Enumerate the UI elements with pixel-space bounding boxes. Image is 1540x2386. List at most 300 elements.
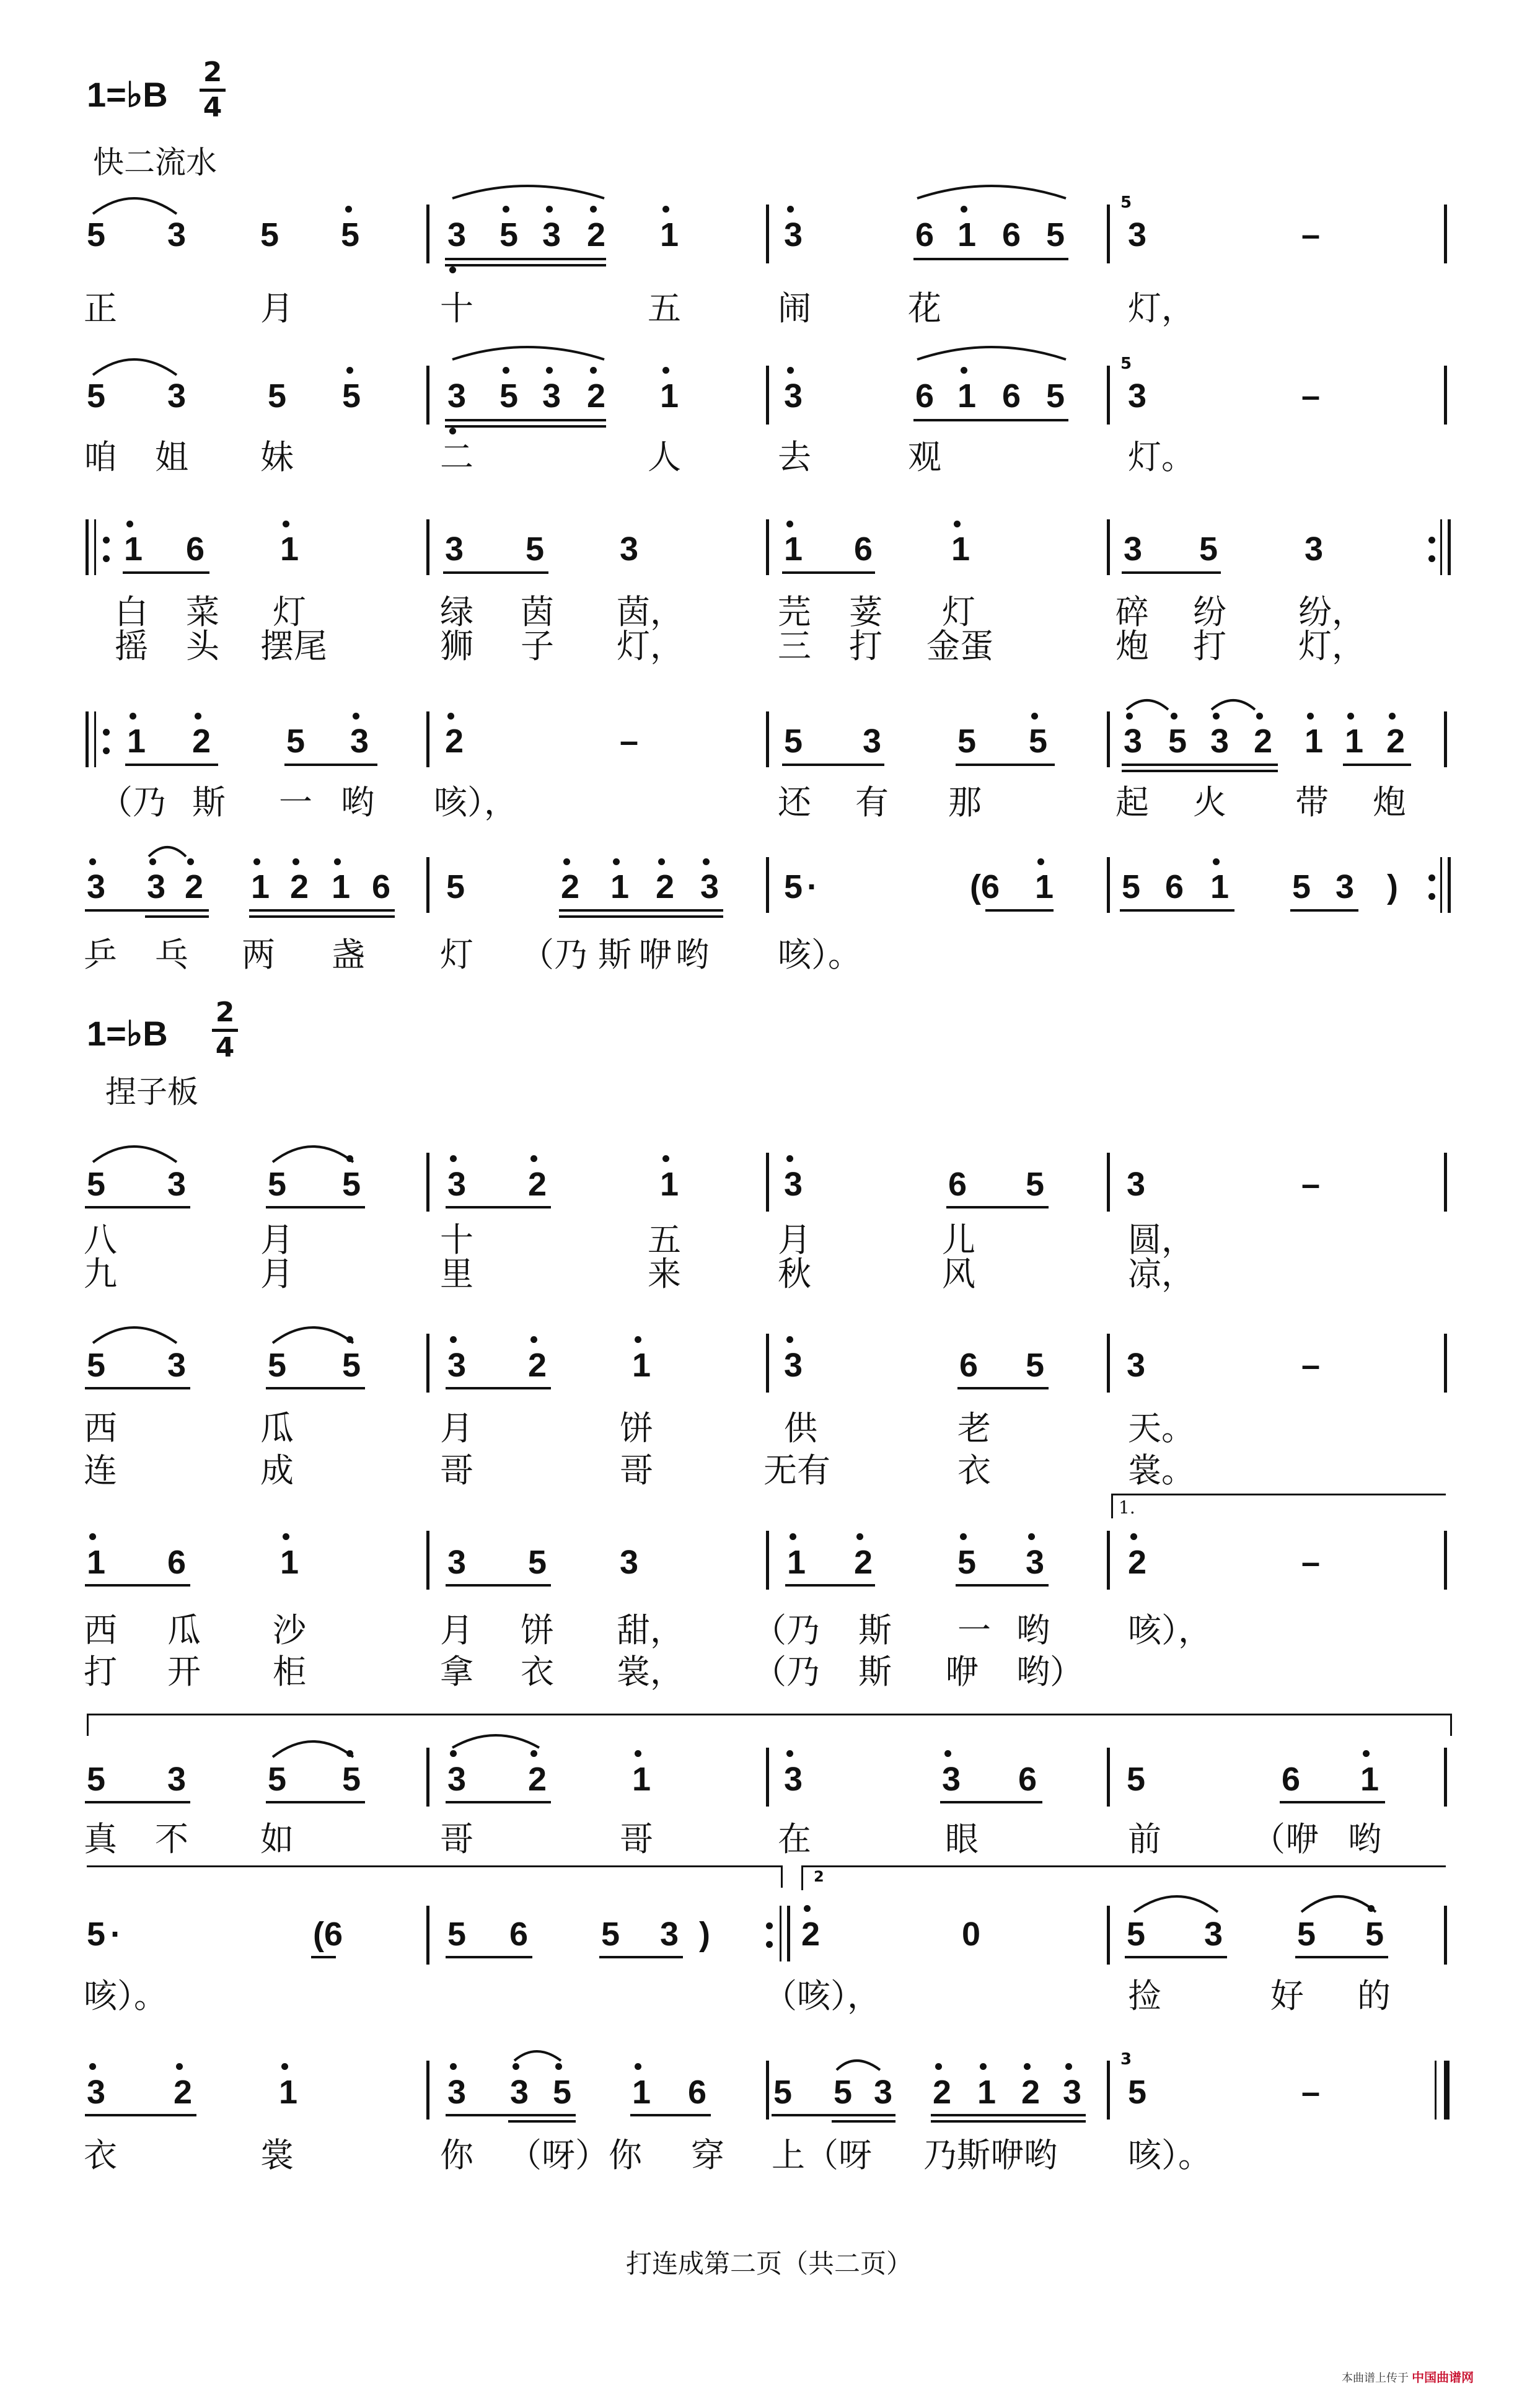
lyric: 去 [778,438,811,477]
note: 2 [185,868,204,905]
lyric: 好 [1270,1976,1304,2015]
lyric: 如 [260,1820,294,1859]
note: 5 [957,723,977,760]
lyric: 月 [260,289,294,328]
note: 2 [528,1347,547,1384]
lyric: 灯， [1298,627,1365,666]
lyric: 三 [778,627,811,666]
lyric: 灯， [617,627,684,666]
note: 3 [542,216,561,253]
note: 3 [445,530,464,568]
lyric: 纷 [1193,592,1226,632]
lyric: 咱 [84,438,117,477]
note: 1 [632,2074,651,2111]
meter-top: 2 [203,56,222,88]
lyric: 裳 [260,2136,294,2175]
note: (6 [970,868,1000,905]
lyric: 月 [778,1220,811,1259]
lyric: 无有 [763,1451,830,1490]
note: 1 [87,1544,106,1581]
note: 5 [601,1916,620,1953]
note: 2 [933,2074,952,2111]
note: 3 [620,1544,639,1581]
lyric: 摆尾 [260,627,327,666]
lyric: 子 [521,627,554,666]
note: 1 [977,2074,997,2111]
lyric: 盏 [332,935,365,974]
note: 2 [587,216,606,253]
note: 5 [87,216,106,253]
note: 5 [1026,1166,1045,1203]
lyric: 十 [440,289,473,328]
note: 3 [620,530,639,568]
lyric: 咳）。 [84,1976,167,2015]
note: 3 [784,1166,803,1203]
lyric: 你 [440,2136,473,2175]
lyric: 灯 [942,592,975,632]
note: 5 [1026,1347,1045,1384]
lyric: 哟） [1016,1652,1083,1691]
key-signature-1: 1=♭B [87,75,168,114]
lyric: 二 [440,438,473,477]
lyric: 衣 [521,1652,554,1691]
lyric: 乒 [84,935,117,974]
note: 2 [561,868,580,905]
lyric: 连 [84,1451,117,1490]
note: 6 [167,1544,187,1581]
lyric: （咳）， [763,1976,881,2015]
note: 3 [447,377,467,415]
key-signature-2: 1=♭B [87,1014,168,1053]
note: 5 [1365,1916,1384,1953]
note: 5 [268,1761,287,1798]
lyric: 狮 [440,627,473,666]
lyric: 灯 [440,935,473,974]
lyric: 八 [84,1220,117,1259]
slur [273,1741,353,1757]
note: 2 [528,1761,547,1798]
lyric: 儿 [942,1220,975,1259]
note: 5 [1127,1761,1146,1798]
note: 3 [660,1916,679,1953]
slur [452,1735,539,1748]
note: 3 [167,377,187,415]
lyric: 瓜 [260,1409,294,1448]
note: 6 [959,1347,979,1384]
note: 3 [784,216,803,253]
slur [1134,1896,1218,1912]
lyric: （呀）你 [508,2136,642,2175]
lyric: 前 [1128,1820,1161,1859]
note: 5 [286,723,306,760]
slur [93,359,177,375]
lyric: 供 [784,1409,817,1448]
lyric: （乃 [753,1652,820,1691]
lyric: 芫 [778,592,811,632]
note: 5 [268,377,287,415]
page-footer: 打连成第二页（共二页） [626,2248,913,2279]
note: 5 [499,377,519,415]
slur [917,347,1066,359]
note: 5 [87,1916,106,1953]
note: 5 [342,1166,361,1203]
lyric: 在 [778,1820,811,1859]
lyric: 来 [648,1254,681,1293]
note: 6 [688,2074,707,2111]
lyric: 哟 [341,783,374,822]
lyric: 咳）。 [1128,2136,1212,2175]
lyric: 咳）。 [778,935,861,974]
slur [93,198,177,214]
lyric: 斯 [192,783,226,822]
lyric: （乃 [99,783,166,822]
lyric: 还 [778,783,811,822]
note: 2 [854,1544,873,1581]
meter-bottom: 4 [215,1032,235,1063]
slur [273,1327,353,1343]
note: 1 [957,377,977,415]
note: 3 [1128,377,1147,415]
slur [837,2061,880,2070]
note: 3 [167,1761,187,1798]
note: 1 [610,868,630,905]
note: 3 [167,216,187,253]
lyric: 圆， [1128,1220,1195,1259]
note: 5 [784,868,803,905]
note: 3 [1210,723,1230,760]
lyric: 裳， [617,1652,684,1691]
note: 1 [632,1347,651,1384]
note: 0 [962,1916,981,1953]
note: 5 [87,377,106,415]
lyric: 捡 [1128,1976,1161,2015]
lyric: 咳）， [1128,1611,1212,1650]
lyric: 乓 [155,935,188,974]
note: 5 [1046,377,1065,415]
lyric: 一 [957,1611,991,1650]
note-dot: · [110,1916,121,1953]
note-dash: – [1301,216,1321,253]
note: 6 [915,377,935,415]
note: 6 [509,1916,529,1953]
note: 5 [447,1916,467,1953]
note: 3 [87,868,106,905]
lyric: 五 [648,289,681,328]
lyric: 老 [957,1409,991,1448]
note-dash: – [1301,1347,1321,1384]
lyric: 成 [260,1451,294,1490]
lyric: 妹 [260,438,294,477]
lyric: 哟 [1016,1611,1050,1650]
lyric: 纷， [1298,592,1365,632]
note: 3 [1204,1916,1223,1953]
note: 2 [656,868,675,905]
slur [452,347,604,359]
lyric: 柜 [273,1652,306,1691]
lyric: 姐 [155,438,188,477]
note: 2 [1254,723,1273,760]
note: 5 [342,377,361,415]
slur [273,1147,353,1162]
note: 1 [124,530,143,568]
credit-text: 本曲谱上传于 [1342,2372,1409,2385]
lyric: 九 [84,1254,117,1293]
lyric: 那 [948,783,982,822]
lyric: 饼 [521,1611,554,1650]
lyric: 咳）， [434,783,517,822]
lyric: 哥 [440,1820,473,1859]
note: 2 [528,1166,547,1203]
note: 5 [1297,1916,1316,1953]
note: 6 [948,1166,967,1203]
note: 6 [915,216,935,253]
lyric: 甜， [617,1611,684,1650]
lyric: 眼 [945,1820,979,1859]
note: 3 [700,868,719,905]
lyric: 哥 [620,1451,653,1490]
lyric: 饼 [620,1409,653,1448]
note: 2 [1128,1544,1147,1581]
brand-logo: 中国曲谱网 [1412,2370,1474,2385]
lyric: 荽 [849,592,882,632]
note: 3 [863,723,882,760]
lyric: 秋 [778,1254,811,1293]
lyric: 摇 [115,627,148,666]
note: 5 [87,1166,106,1203]
note: 6 [1002,377,1021,415]
lyric: 斯 [858,1611,892,1650]
grace-note: 3 [1120,2050,1132,2069]
note: 2 [801,1916,821,1953]
slur [917,186,1066,198]
note: 5 [268,1347,287,1384]
note: 3 [784,1347,803,1384]
lyric: 斯 [598,935,631,974]
lyric: 衣 [957,1451,991,1490]
note: 1 [279,2074,298,2111]
note: 3 [542,377,561,415]
note: 3 [447,1761,467,1798]
slur [149,847,186,856]
note: 2 [1021,2074,1041,2111]
lyric: 月 [260,1254,294,1293]
note: 3 [1305,530,1324,568]
note: 5 [446,868,465,905]
lyric: 哥 [440,1451,473,1490]
slur [1212,700,1255,710]
note: 5 [834,2074,853,2111]
lyric: 灯 [273,592,306,632]
note: 3 [350,723,369,760]
lyric: 白 [115,592,148,632]
note: 2 [290,868,309,905]
lyric: 五 [648,1220,681,1259]
note: 2 [587,377,606,415]
lyric: 灯， [1128,289,1195,328]
lyric: 风 [942,1254,975,1293]
lyric: 炮 [1373,783,1406,822]
note: 3 [942,1761,961,1798]
note: 5 [268,1166,287,1203]
note: 6 [1165,868,1184,905]
note: 6 [854,530,873,568]
note: 2 [445,723,464,760]
lyric: 咿 [638,935,672,974]
note: 3 [1128,216,1147,253]
lyric: 裳。 [1128,1451,1195,1490]
note: 3 [1335,868,1355,905]
lyric: 月 [440,1409,473,1448]
note: 3 [784,1761,803,1798]
lyric: 带 [1295,783,1329,822]
note: 3 [447,1544,467,1581]
tempo-marking-2: 捏子板 [105,1074,198,1110]
note: 1 [1035,868,1054,905]
lyric: 正 [84,289,117,328]
note: ) [1387,868,1398,905]
lyric: 打 [84,1652,117,1691]
note: 5 [528,1544,547,1581]
note: 1 [251,868,270,905]
lyric: 有 [855,783,889,822]
lyric: 绿 [440,592,473,632]
lyric: 斯 [858,1652,892,1691]
note: 3 [1124,530,1143,568]
note: 1 [632,1761,651,1798]
tempo-marking-1: 快二流水 [93,144,217,180]
lyric: 茵 [521,592,554,632]
lyric: 碎 [1115,592,1149,632]
note: 5 [1046,216,1065,253]
lyric: 一 [279,783,312,822]
lyric: 炮 [1115,627,1149,666]
note: 1 [784,530,803,568]
lyric: 头 [186,627,219,666]
slur [514,2051,561,2061]
lyric: 里 [440,1254,473,1293]
note: 5 [87,1347,106,1384]
note: 5 [526,530,545,568]
note: 5 [1128,2074,1147,2111]
note-dash: – [1301,1544,1321,1581]
note: 3 [1026,1544,1045,1581]
note: (6 [313,1916,343,1953]
note: 1 [1345,723,1364,760]
lyric: 火 [1193,783,1226,822]
grace-note: 5 [1120,193,1132,212]
note: 5 [341,216,360,253]
note: 1 [660,377,679,415]
lyric: 两 [242,935,275,974]
note: 6 [372,868,391,905]
note: 1 [957,216,977,253]
note: 5 [1029,723,1048,760]
lyric: 哥 [620,1820,653,1859]
lyric: 十 [440,1220,473,1259]
lyric: 菜 [186,592,219,632]
slur [452,186,604,198]
note: 1 [660,1166,679,1203]
note: 5 [773,2074,793,2111]
note: 2 [1386,723,1406,760]
lyric: 打 [1193,627,1226,666]
note: 2 [192,723,211,760]
lyric: 花 [908,289,941,328]
note: 1 [280,1544,299,1581]
note: 3 [1127,1347,1146,1384]
note: 3 [447,216,467,253]
lyric: 哟 [675,935,709,974]
note: 6 [1002,216,1021,253]
note: 5 [87,1761,106,1798]
lyric: 不 [155,1820,188,1859]
note: 1 [1305,723,1324,760]
grace-note: 5 [1120,354,1132,373]
lyric: 上（呀 [772,2136,872,2175]
note: 3 [447,2074,467,2111]
ending-2-label: 2 [814,1868,824,1885]
note: 3 [784,377,803,415]
slur [93,1147,177,1162]
lyric: 穿 [691,2136,724,2175]
note: 3 [167,1347,187,1384]
slur [1127,700,1168,710]
slur [1301,1896,1376,1912]
note: 6 [1282,1761,1301,1798]
note-dash: – [1301,1166,1321,1203]
note: 3 [167,1166,187,1203]
note: ) [699,1916,710,1953]
note: 2 [174,2074,193,2111]
note: 3 [447,1347,467,1384]
ending-1-label: 1. [1119,1497,1135,1518]
lyric: 灯。 [1128,438,1195,477]
lyric: 茵， [617,592,684,632]
note: 3 [874,2074,893,2111]
note: 1 [127,723,146,760]
note: 1 [660,216,679,253]
credit-line [1342,2367,1474,2385]
lyric: 起 [1115,783,1149,822]
lyric: （乃 [753,1611,820,1650]
lyric: 月 [260,1220,294,1259]
note-dot: · [807,868,818,905]
lyric: 西 [84,1409,117,1448]
note: 5 [1168,723,1187,760]
note: 5 [260,216,279,253]
note: 3 [1127,1166,1146,1203]
lyric: 人 [648,438,681,477]
lyric: 瓜 [167,1611,201,1650]
note: 5 [342,1347,361,1384]
lyric: 月 [440,1611,473,1650]
note: 5 [1199,530,1218,568]
lyric: 开 [167,1652,201,1691]
lyric: 金蛋 [926,627,993,666]
lyric: 观 [908,438,941,477]
note: 6 [1018,1761,1037,1798]
note: 5 [1122,868,1141,905]
meter-top: 2 [215,997,235,1028]
lyric: 凉， [1128,1254,1195,1293]
lyric: 闹 [778,289,811,328]
lyric: （咿 [1252,1820,1319,1859]
lyric: 哟 [1348,1820,1381,1859]
lyric: 真 [84,1820,117,1859]
note: 5 [499,216,519,253]
lyric: 的 [1357,1976,1391,2015]
note: 1 [787,1544,806,1581]
